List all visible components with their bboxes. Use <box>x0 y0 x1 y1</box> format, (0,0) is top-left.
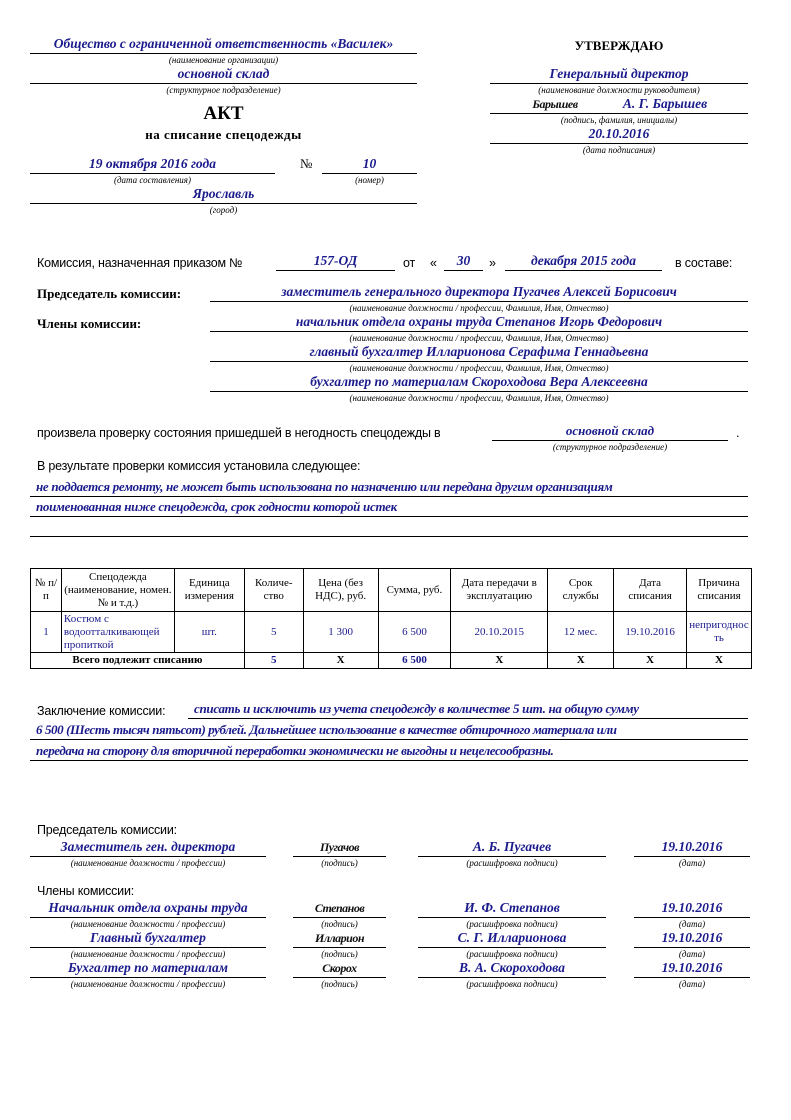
department-caption: (структурное подразделение) <box>166 85 281 95</box>
table-header-row <box>31 569 752 612</box>
member-1-signature-name: И. Ф. Степанов <box>418 900 606 918</box>
cell-date-start: 20.10.2015 <box>451 612 548 653</box>
member-3-caption: (наименование должности / профессии, Фамилия, Имя, Отчество) <box>349 393 609 403</box>
order-month-year: декабря 2015 года <box>505 253 662 271</box>
member-2-sign-date: 19.10.2016 <box>634 930 750 948</box>
from-label: от <box>403 256 416 270</box>
chairman-signature-name: А. Б. Пугачев <box>418 839 606 857</box>
total-label: Всего подлежит списанию <box>31 653 245 669</box>
member-1-name-caption: (расшифровка подписи) <box>466 919 558 929</box>
chairman-position: Заместитель ген. директора <box>30 839 266 857</box>
header-reason: Причина списания <box>687 569 752 612</box>
document-subtitle: на списание спецодежды <box>145 127 302 142</box>
member-2-signature: Илларион <box>293 930 386 948</box>
member-1-date-caption: (дата) <box>678 919 706 929</box>
member-3-name-caption: (расшифровка подписи) <box>466 979 558 989</box>
chairman-name: заместитель генерального директора Пугачев Алексей Борисович <box>210 284 748 302</box>
header-num: № п/п <box>31 569 62 612</box>
chairman-name-caption: (расшифровка подписи) <box>466 858 558 868</box>
member-3-date-caption: (дата) <box>678 979 706 989</box>
header-price: Цена (без НДС), руб. <box>303 569 378 612</box>
conclusion-line-2: 6 500 (Шесть тысяч пятьсот) рублей. Дальнейшее использование в качестве обтирочного материала или <box>30 722 748 740</box>
organization-caption: (наименование организации) <box>168 55 279 65</box>
order-day: 30 <box>444 253 483 271</box>
member-2-name: главный бухгалтер Илларионова Серафима Геннадьевна <box>210 344 748 362</box>
header-service-life: Срок службы <box>548 569 614 612</box>
header-date-start: Дата передачи в эксплуатацию <box>451 569 548 612</box>
member-2-position: Главный бухгалтер <box>30 930 266 948</box>
document-title: АКТ <box>203 103 244 124</box>
member-3-signature-name: В. А. Скороходова <box>418 960 606 978</box>
number-sign: № <box>300 156 313 171</box>
member-1-signature: Степанов <box>293 900 386 918</box>
approval-date: 20.10.2016 <box>490 126 748 144</box>
document-date-caption: (дата составления) <box>114 175 191 185</box>
commission-intro: Комиссия, назначенная приказом № <box>37 256 243 270</box>
approval-date-caption: (дата подписания) <box>582 145 656 155</box>
member-3-signature-caption: (подпись) <box>321 979 358 989</box>
conclusion-line-3: передача на сторону для вторичной переработки экономически не выгодны и нецелесообразны. <box>30 743 748 761</box>
member-2-position-caption: (наименование должности / профессии) <box>70 949 226 959</box>
member-1-position-caption: (наименование должности / профессии) <box>70 919 226 929</box>
inspection-period: . <box>736 426 740 440</box>
city-caption: (город) <box>209 205 238 215</box>
cell-service-life: 12 мес. <box>548 612 614 653</box>
cell-unit: шт. <box>174 612 244 653</box>
member-3-position: Бухгалтер по материалам <box>30 960 266 978</box>
cell-price: 1 300 <box>303 612 378 653</box>
total-sum: 6 500 <box>378 653 451 669</box>
member-2-date-caption: (дата) <box>678 949 706 959</box>
members-label: Члены комиссии: <box>37 316 142 331</box>
member-1-sign-date: 19.10.2016 <box>634 900 750 918</box>
approver-position: Генеральный директор <box>490 66 748 84</box>
chairman-sign-date: 19.10.2016 <box>634 839 750 857</box>
total-price: X <box>303 653 378 669</box>
member-2-signature-caption: (подпись) <box>321 949 358 959</box>
member-3-name: бухгалтер по материалам Скороходова Вера Алексеевна <box>210 374 748 392</box>
member-1-caption: (наименование должности / профессии, Фамилия, Имя, Отчество) <box>349 333 609 343</box>
result-line-1: не поддается ремонту, не может быть использована по назначению или передана другим организациям <box>30 479 748 497</box>
order-number: 157-ОД <box>276 253 395 271</box>
inspection-text: произвела проверку состояния пришедшей в негодность спецодежды в <box>37 426 441 440</box>
member-1-position: Начальник отдела охраны труда <box>30 900 266 918</box>
conclusion-line-1: списать и исключить из учета спецодежду в количестве 5 шт. на общую сумму <box>188 701 748 719</box>
total-qty: 5 <box>244 653 303 669</box>
total-date-writeoff: X <box>614 653 687 669</box>
cell-date-writeoff: 19.10.2016 <box>614 612 687 653</box>
composition-label: в составе: <box>675 256 733 270</box>
sign-members-label: Члены комиссии: <box>37 884 135 898</box>
result-line-2: поименованная ниже спецодежда, срок годности которой истек <box>30 499 748 517</box>
member-2-signature-name: С. Г. Илларионова <box>418 930 606 948</box>
approver-name: А. Г. Барышев <box>622 96 708 111</box>
document-date: 19 октября 2016 года <box>30 156 275 174</box>
quote-close: » <box>489 256 496 270</box>
header-qty: Количе-ство <box>244 569 303 612</box>
approver-signature: Барышев <box>532 97 578 111</box>
sign-chairman-label: Председатель комиссии: <box>37 823 177 837</box>
member-2-name-caption: (расшифровка подписи) <box>466 949 558 959</box>
cell-qty: 5 <box>244 612 303 653</box>
quote-open: « <box>430 256 437 270</box>
cell-item-name: Костюм с водоотталкивающей пропиткой <box>61 612 174 653</box>
chairman-label: Председатель комиссии: <box>37 286 182 301</box>
header-sum: Сумма, руб. <box>378 569 451 612</box>
member-3-sign-date: 19.10.2016 <box>634 960 750 978</box>
chairman-position-caption: (наименование должности / профессии) <box>70 858 226 868</box>
document-number: 10 <box>322 156 417 174</box>
cell-sum: 6 500 <box>378 612 451 653</box>
chairman-signature-caption: (подпись) <box>321 858 358 868</box>
result-label: В результате проверки комиссия установила следующее: <box>37 459 361 473</box>
cell-num: 1 <box>31 612 62 653</box>
result-line-3 <box>30 519 748 537</box>
department-name: основной склад <box>30 66 417 84</box>
cell-reason: непригодность <box>687 612 752 653</box>
conclusion-label: Заключение комиссии: <box>37 704 166 718</box>
total-date-start: X <box>451 653 548 669</box>
organization-name: Общество с ограниченной ответственность «Василек» <box>30 36 417 54</box>
member-1-signature-caption: (подпись) <box>321 919 358 929</box>
header-unit: Единица измерения <box>174 569 244 612</box>
table-total-row <box>31 653 752 669</box>
total-service-life: X <box>548 653 614 669</box>
header-item: Спецодежда (наименование, номен. № и т.д.) <box>61 569 174 612</box>
member-3-signature: Скорох <box>293 960 386 978</box>
table-row <box>31 612 752 653</box>
inspection-department-caption: (структурное подразделение) <box>552 442 668 452</box>
approver-position-caption: (наименование должности руководителя) <box>538 85 700 95</box>
document-number-caption: (номер) <box>355 175 384 185</box>
approval-title: УТВЕРЖДАЮ <box>574 38 664 53</box>
chairman-caption: (наименование должности / профессии, Фамилия, Имя, Отчество) <box>349 303 609 313</box>
city: Ярославль <box>30 186 417 204</box>
member-3-position-caption: (наименование должности / профессии) <box>70 979 226 989</box>
chairman-date-caption: (дата) <box>678 858 706 868</box>
approver-name-caption: (подпись, фамилия, инициалы) <box>560 115 678 125</box>
inspection-department: основной склад <box>492 423 728 441</box>
member-1-name: начальник отдела охраны труда Степанов Игорь Федорович <box>210 314 748 332</box>
member-2-caption: (наименование должности / профессии, Фамилия, Имя, Отчество) <box>349 363 609 373</box>
writeoff-table <box>30 568 752 669</box>
chairman-signature: Пугачов <box>293 839 386 857</box>
header-date-writeoff: Дата списания <box>614 569 687 612</box>
total-reason: X <box>687 653 752 669</box>
